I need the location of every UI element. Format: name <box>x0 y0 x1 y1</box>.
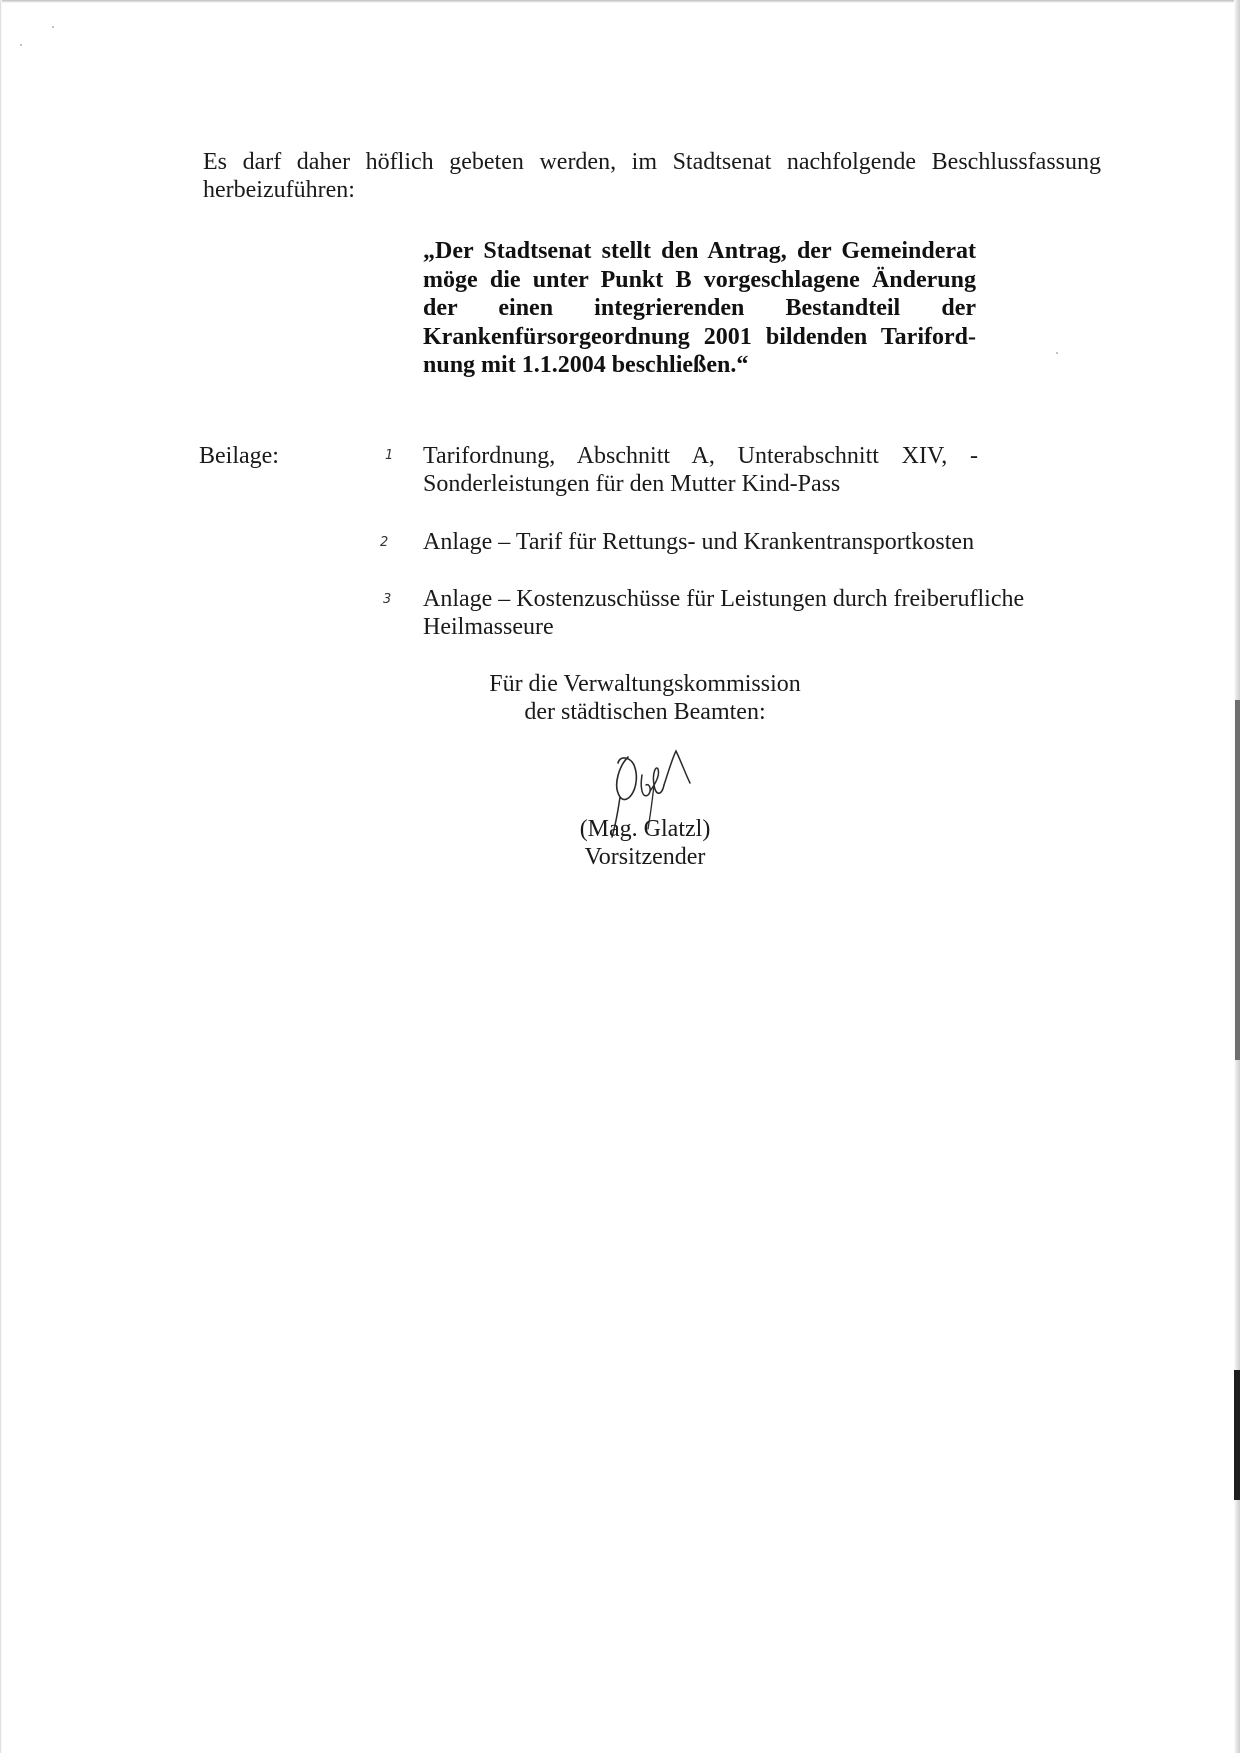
intro-line-2: herbeizuführen: <box>203 177 355 203</box>
signer-role: Vorsitzender <box>584 844 706 870</box>
scan-speck <box>1056 352 1058 354</box>
attachment-3-line-1: Anlage – Kostenzuschüsse für Leistungen durch freiberufliche <box>423 586 1025 612</box>
attachment-item-3 <box>423 585 1063 641</box>
scan-speck <box>20 44 22 46</box>
attachment-number-2: 2 <box>380 535 389 550</box>
attachment-number-3: 3 <box>383 592 392 607</box>
attachment-item-2 <box>423 528 1063 556</box>
intro-line-1: Es darf daher höflich gebeten werden, im Stadtsenat nachfolgende Beschlussfassung <box>203 149 1101 175</box>
signer-block <box>520 815 770 871</box>
signer-name: (Mag. Glatzl) <box>579 816 711 842</box>
motion-quote: „Der Stadtsenat stellt den Antrag, der Gemeinderat möge die unter Punkt B vorgeschlagene Änderung der einen integrierenden Bestandteil der Krankenfürsorgeordnung 2001 bildenden Tarifordnung mit 1.1.2004 beschließen.“ <box>423 238 976 378</box>
scan-shadow-right-lower <box>1234 1370 1240 1500</box>
attachment-3-line-2: Heilmasseure <box>423 614 554 640</box>
signoff-line-1: Für die Verwaltungskommission <box>489 671 801 697</box>
scan-shadow-right <box>1235 700 1240 1060</box>
attachment-1-line-1: Tarifordnung, Abschnitt A, Unterabschnitt XIV, - <box>423 443 978 469</box>
signoff-line-2: der städtischen Beamten: <box>524 699 766 725</box>
scan-edge-left <box>0 0 2 1753</box>
attachment-1-line-2: Sonderleistungen für den Mutter Kind-Pass <box>423 471 841 497</box>
attachments-label: Beilage: <box>199 443 279 469</box>
scan-edge-top <box>0 0 1240 3</box>
attachment-2-line-1: Anlage – Tarif für Rettungs- und Krankentransportkosten <box>423 529 975 555</box>
attachment-number-1: 1 <box>385 448 394 463</box>
attachment-item-1 <box>423 442 978 498</box>
scan-speck <box>52 26 54 28</box>
intro-paragraph <box>203 148 1101 204</box>
signoff-block <box>420 670 870 726</box>
